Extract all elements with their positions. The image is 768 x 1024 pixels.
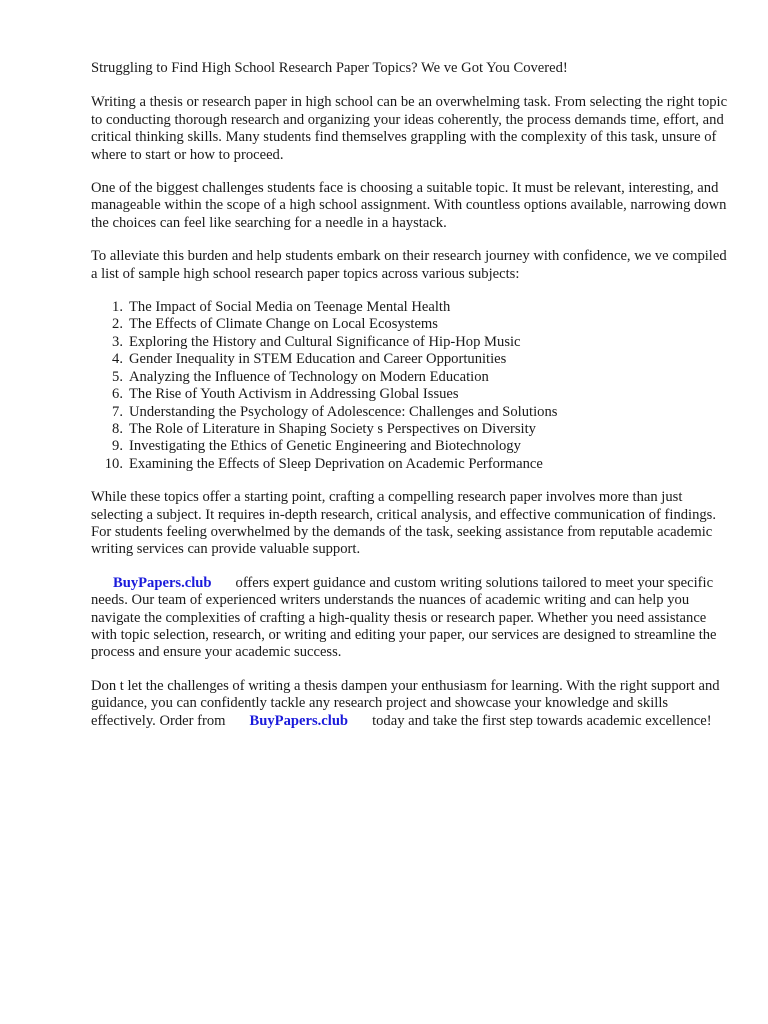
list-item-number: 8. bbox=[112, 420, 123, 437]
document-page bbox=[91, 60, 731, 746]
brand-link[interactable]: BuyPapers.club bbox=[113, 574, 212, 591]
service-paragraph-text: offers expert guidance and custom writing solutions tailored to meet your specific needs. Our team of experienced writers understands the nuances of academic writing and can help you navigate the complexities of crafting a high-quality thesis or research paper. Whether you need assistance with topic selection, research, or writing and editing your paper, our services are designed to streamline the process and ensure your academic success. bbox=[91, 574, 717, 661]
list-item bbox=[112, 438, 731, 455]
document-title: Struggling to Find High School Research Paper Topics? We ve Got You Covered! bbox=[91, 60, 568, 76]
closing-paragraph bbox=[91, 678, 731, 730]
list-item-number: 10. bbox=[104, 455, 123, 472]
list-item-text: The Effects of Climate Change on Local Ecosystems bbox=[129, 316, 438, 333]
list-item bbox=[112, 368, 731, 386]
list-item-number: 1. bbox=[112, 299, 123, 316]
list-item bbox=[112, 351, 731, 368]
intro-paragraph: Writing a thesis or research paper in high school can be an overwhelming task. From selecting the right topic to conducting thorough research and organizing your ideas coherently, the process demands time, effort, and critical thinking skills. Many students find themselves grappling with the complexity of this task, unsure of where to start or how to proceed. bbox=[91, 94, 728, 163]
list-item-text: The Role of Literature in Shaping Society s Perspectives on Diversity bbox=[129, 420, 536, 437]
list-item-number: 5. bbox=[112, 368, 123, 385]
list-item-text: Investigating the Ethics of Genetic Engineering and Biotechnology bbox=[129, 438, 521, 455]
challenge-paragraph: One of the biggest challenges students face is choosing a suitable topic. It must be relevant, interesting, and manageable within the scope of a high school assignment. With countless options available, narrowing down the choices can feel like searching for a needle in a haystack. bbox=[91, 180, 727, 231]
list-item-text: Examining the Effects of Sleep Deprivation on Academic Performance bbox=[129, 455, 543, 472]
topic-list bbox=[91, 299, 731, 473]
order-link[interactable]: BuyPapers.club bbox=[249, 712, 349, 729]
list-item-number: 9. bbox=[112, 438, 123, 455]
list-item-text: Understanding the Psychology of Adolescence: Challenges and Solutions bbox=[129, 403, 558, 420]
list-item-text: The Rise of Youth Activism in Addressing Global Issues bbox=[129, 386, 459, 403]
service-paragraph bbox=[91, 575, 731, 662]
list-intro-paragraph: To alleviate this burden and help students embark on their research journey with confidence, we ve compiled a list of sample high school research paper topics across various subjects: bbox=[91, 248, 727, 282]
list-item-text: Gender Inequality in STEM Education and Career Opportunities bbox=[129, 351, 507, 368]
list-item bbox=[112, 333, 731, 351]
list-item bbox=[112, 316, 731, 333]
list-item bbox=[112, 299, 731, 316]
closing-text-before: Don t let the challenges of writing a thesis dampen your enthusiasm for learning. With the right support and guidance, you can confidently tackle any research project and showcase your knowledge and skills effectively. Order from bbox=[91, 677, 720, 729]
list-item-number: 6. bbox=[112, 386, 123, 403]
list-item bbox=[112, 420, 731, 438]
list-item-number: 7. bbox=[112, 403, 123, 420]
list-item bbox=[112, 386, 731, 403]
support-paragraph: While these topics offer a starting point, crafting a compelling research paper involves more than just selecting a subject. It requires in-depth research, critical analysis, and effective communication of findings. For students feeling overwhelmed by the demands of the task, seeking assistance from reputable academic writing services can provide valuable support. bbox=[91, 489, 717, 558]
list-item bbox=[104, 455, 731, 473]
list-item-text: Analyzing the Influence of Technology on Modern Education bbox=[129, 368, 489, 385]
list-item-text: The Impact of Social Media on Teenage Mental Health bbox=[129, 299, 451, 316]
list-item bbox=[112, 403, 731, 421]
closing-text-after: today and take the first step towards academic excellence! bbox=[372, 712, 712, 729]
list-item-number: 2. bbox=[112, 316, 123, 333]
list-item-number: 4. bbox=[112, 351, 123, 368]
list-item-number: 3. bbox=[112, 333, 123, 350]
list-item-text: Exploring the History and Cultural Significance of Hip-Hop Music bbox=[129, 333, 521, 350]
